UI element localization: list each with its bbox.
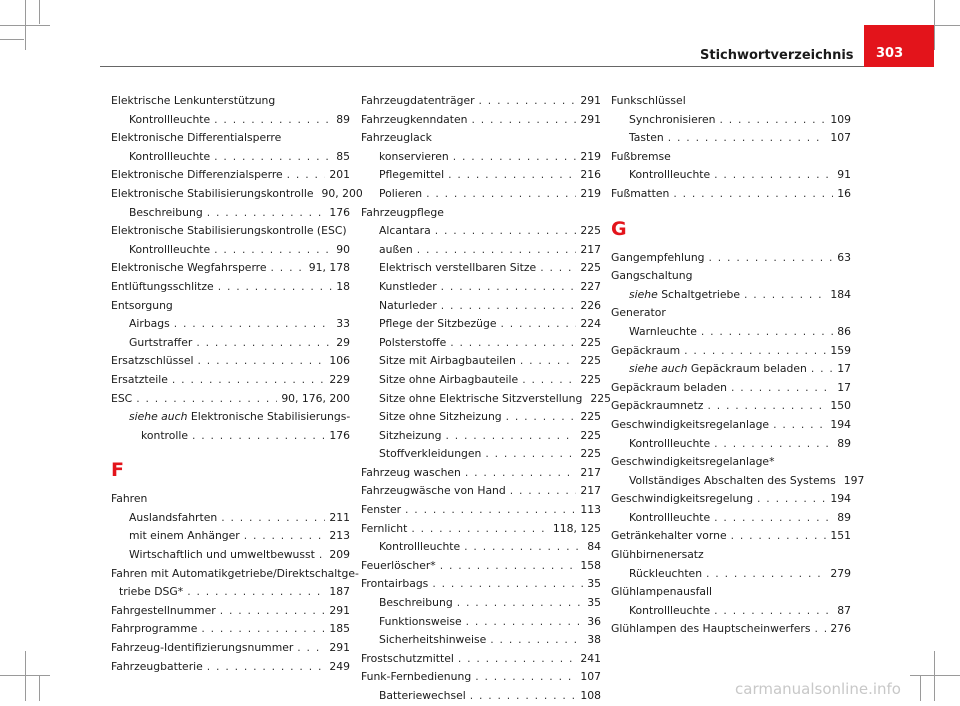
- index-entry: Funkschlüssel: [611, 94, 686, 107]
- index-subentry: Sicherheitshinweise . . . 38: [361, 631, 601, 650]
- section-letter-g: G: [611, 217, 627, 240]
- index-subentry: Kunstleder . . . 227: [361, 278, 601, 297]
- index-column-1: [111, 92, 363, 676]
- index-subentry: Sitze ohne Airbagbauteile . . . 225: [361, 371, 601, 390]
- crop-mark: [934, 651, 935, 701]
- index-entry: Fahrprogramme . . . 185: [111, 620, 350, 639]
- crop-mark: [25, 651, 26, 701]
- crop-mark: [920, 675, 921, 701]
- index-entry: Elektronische Wegfahrsperre . . . 91, 178: [111, 259, 350, 278]
- crop-mark: [25, 0, 26, 50]
- see-also-reference: siehe auch Elektronische Stabilisierungs-: [129, 410, 351, 424]
- see-also-continuation: kontrolle . . . 176: [111, 427, 350, 446]
- index-entry: Gangschaltung: [611, 269, 693, 283]
- index-entry: Elektronische Stabilisierungskontrolle 90, 200: [111, 186, 363, 200]
- index-subentry: Polieren . . . 219: [361, 185, 601, 204]
- index-subentry: Beschreibung . . . 176: [111, 204, 350, 223]
- header-rule: [100, 66, 864, 67]
- index-subentry: konservieren . . . 219: [361, 148, 601, 167]
- section-letter-f: F: [111, 459, 124, 482]
- index-entry: Fernlicht . . . 118, 125: [361, 520, 601, 539]
- page-header-title: Stichwortverzeichnis: [700, 48, 854, 63]
- index-entry: Fenster . . . 113: [361, 501, 601, 520]
- index-entry: Fahrzeugkenndaten . . . 291: [361, 111, 601, 130]
- index-entry: Glühlampenausfall: [611, 585, 713, 599]
- crop-mark: [0, 39, 24, 40]
- index-entry: Fahrzeugbatterie . . . 249: [111, 658, 350, 677]
- index-subentry: Rückleuchten . . . 279: [611, 565, 851, 584]
- index-entry: Frontairbags . . . 35: [361, 575, 601, 594]
- index-entry-continuation: triebe DSG* . . . 187: [111, 583, 350, 602]
- index-entry: Fußbremse: [611, 149, 671, 163]
- crop-mark: [39, 675, 40, 701]
- index-subentry: Kontrollleuchte . . . 89: [611, 435, 851, 454]
- index-entry: Generator: [611, 306, 666, 320]
- index-entry: Fahrzeuglack: [361, 131, 432, 145]
- index-entry: ESC . . . 90, 176, 200: [111, 390, 350, 409]
- index-entry: Fahrzeug waschen . . . 217: [361, 464, 601, 483]
- crop-mark: [39, 0, 40, 24]
- index-entry: Feuerlöscher* . . . 158: [361, 557, 601, 576]
- index-entry: Fußmatten . . . 16: [611, 185, 851, 204]
- index-entry: Fahrzeugpflege: [361, 205, 444, 219]
- watermark: carmanualsonline.info: [735, 680, 901, 698]
- index-entry: Elektronische Differenzialsperre . . . 201: [111, 166, 350, 185]
- index-entry: Fahren: [111, 492, 148, 506]
- index-subentry: Wirtschaftlich und umweltbewusst . . . 209: [111, 546, 350, 565]
- index-subentry: Polsterstoffe . . . 225: [361, 334, 601, 353]
- crop-mark: [910, 675, 960, 676]
- index-subentry: Stoffverkleidungen . . . 225: [361, 445, 601, 464]
- index-entry: Ersatzschlüssel . . . 106: [111, 352, 350, 371]
- index-subentry: Kontrollleuchte . . . 85: [111, 148, 350, 167]
- index-subentry: Pflegemittel . . . 216: [361, 166, 601, 185]
- index-entry: Gepäckraum . . . 159: [611, 342, 851, 361]
- index-column-2: [361, 92, 611, 706]
- see-reference: siehe Schaltgetriebe . . . 184: [611, 286, 851, 305]
- index-subentry: Kontrollleuchte . . . 84: [361, 538, 601, 557]
- index-subentry: Vollständiges Abschalten des Systems 197: [629, 473, 865, 487]
- index-entry: Ersatzteile . . . 229: [111, 371, 350, 390]
- index-subentry: Elektrisch verstellbaren Sitze . . . 225: [361, 259, 601, 278]
- index-entry: Elektronische Differentialsperre: [111, 131, 282, 145]
- index-entry: Fahrzeugwäsche von Hand . . . 217: [361, 482, 601, 501]
- index-entry: Fahrzeugdatenträger . . . 291: [361, 92, 601, 111]
- index-subentry: Tasten . . . 107: [611, 129, 851, 148]
- index-subentry: Beschreibung . . . 35: [361, 594, 601, 613]
- index-subentry: Kontrollleuchte . . . 89: [111, 111, 350, 130]
- index-entry: Gepäckraumnetz . . . 150: [611, 397, 851, 416]
- index-entry: Gepäckraum beladen . . . 17: [611, 379, 851, 398]
- index-subentry: außen . . . 217: [361, 241, 601, 260]
- index-entry: Glühlampen des Hauptscheinwerfers . . . 276: [611, 620, 851, 639]
- index-subentry: Warnleuchte . . . 86: [611, 323, 851, 342]
- index-subentry: Pflege der Sitzbezüge . . . 224: [361, 315, 601, 334]
- index-entry: Glühbirnenersatz: [611, 548, 704, 562]
- index-entry: Geschwindigkeitsregelanlage*: [611, 455, 775, 469]
- see-also-reference: siehe auch Gepäckraum beladen . . . 17: [611, 360, 851, 379]
- index-entry: Entlüftungsschlitze . . . 18: [111, 278, 350, 297]
- index-entry: Elektronische Stabilisierungskontrolle (ESC): [111, 224, 347, 238]
- page-number: 303: [876, 46, 904, 61]
- index-column-3: [611, 92, 865, 639]
- index-subentry: Gurtstraffer . . . 29: [111, 334, 350, 353]
- index-entry: Funk-Fernbedienung . . . 107: [361, 668, 601, 687]
- index-entry: Geschwindigkeitsregelung . . . 194: [611, 490, 851, 509]
- index-entry: Fahrgestellnummer . . . 291: [111, 602, 350, 621]
- index-subentry: Airbags . . . 33: [111, 315, 350, 334]
- index-subentry: Kontrollleuchte . . . 91: [611, 166, 851, 185]
- index-subentry: Kontrollleuchte . . . 87: [611, 602, 851, 621]
- index-subentry: mit einem Anhänger . . . 213: [111, 527, 350, 546]
- index-subentry: Sitze ohne Elektrische Sitzverstellung 225: [379, 391, 611, 405]
- index-entry: Entsorgung: [111, 298, 173, 312]
- index-subentry: Sitzheizung . . . 225: [361, 427, 601, 446]
- index-entry: Elektrische Lenkunterstützung: [111, 94, 276, 107]
- index-entry: Gangempfehlung . . . 63: [611, 249, 851, 268]
- index-subentry: Synchronisieren . . . 109: [611, 111, 851, 130]
- index-entry: Fahren mit Automatikgetriebe/Direktschaltge-: [111, 566, 359, 580]
- index-entry: Getränkehalter vorne . . . 151: [611, 527, 851, 546]
- index-subentry: Auslandsfahrten . . . 211: [111, 509, 350, 528]
- index-entry: Fahrzeug-Identifizierungsnummer . . . 291: [111, 639, 350, 658]
- index-subentry: Sitze mit Airbagbauteilen . . . 225: [361, 352, 601, 371]
- index-entry: Frostschutzmittel . . . 241: [361, 650, 601, 669]
- index-entry: Geschwindigkeitsregelanlage . . . 194: [611, 416, 851, 435]
- index-subentry: Batteriewechsel . . . 108: [361, 687, 601, 706]
- index-subentry: Sitze ohne Sitzheizung . . . 225: [361, 408, 601, 427]
- index-subentry: Alcantara . . . 225: [361, 222, 601, 241]
- crop-mark: [934, 0, 935, 50]
- index-subentry: Funktionsweise . . . 36: [361, 613, 601, 632]
- index-subentry: Kontrollleuchte . . . 90: [111, 241, 350, 260]
- index-subentry: Kontrollleuchte . . . 89: [611, 509, 851, 528]
- index-subentry: Naturleder . . . 226: [361, 297, 601, 316]
